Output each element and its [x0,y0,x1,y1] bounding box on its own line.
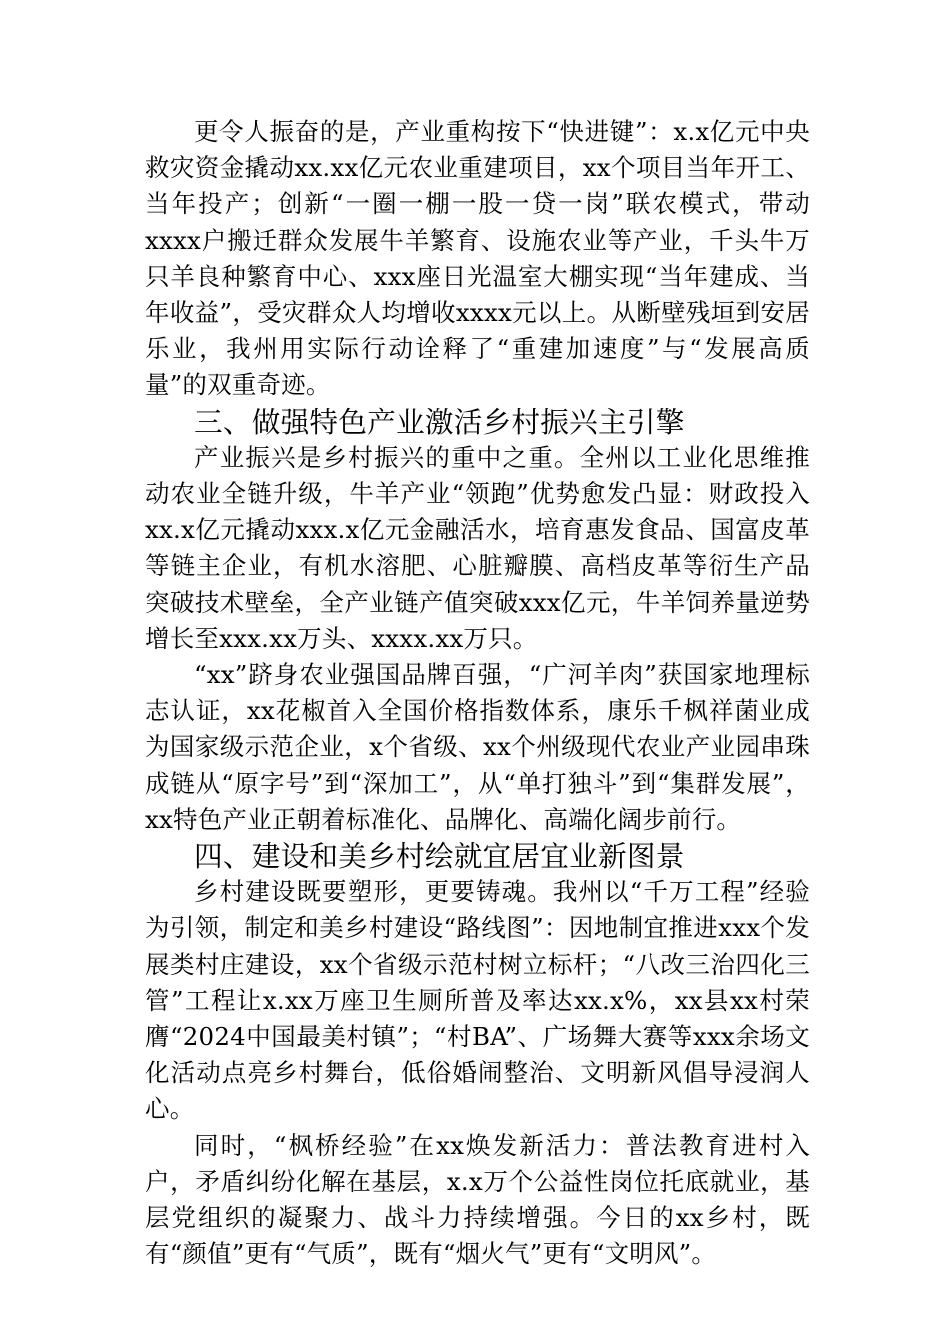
document-page [145,114,810,1273]
paragraph-industry-revitalization: 产业振兴是乡村振兴的重中之重。全州以工业化思维推动农业全链升级，牛羊产业“领跑”优势愈发凸显：财政投入xx.x亿元撬动xxx.x亿元金融活水，培育惠发食品、国富皮革等链主企业，有机水溶肥、心脏瓣膜、高档皮革等衍生产品突破技术壁垒，全产业链产值突破xxx亿元，牛羊饲养量逆势增长至xxx.xx万头、xxxx.xx万只。 [145,442,810,653]
paragraph-brand-building: “xx”跻身农业强国品牌百强，“广河羊肉”获国家地理标志认证，xx花椒首入全国价格指数体系，康乐千枫祥菌业成为国家级示范企业，x个省级、xx个州级现代农业产业园串珠成链从“原字号”到“深加工”，从“单打独斗”到“集群发展”，xx特色产业正朝着标准化、品牌化、高端化阔步前行。 [145,660,810,834]
section-heading-4: 四、建设和美乡村绘就宜居宜业新图景 [194,839,685,874]
paragraph-industrial-restructuring: 更令人振奋的是，产业重构按下“快进键”：x.x亿元中央救灾资金撬动xx.xx亿元农业重建项目，xx个项目当年开工、当年投产；创新“一圈一棚一股一贷一岗”联农模式，带动xxxx户搬迁群众发展牛羊繁育、设施农业等产业，千头牛万只羊良种繁育中心、xxx座日光温室大棚实现“当年建成、当年收益”，受灾群众人均增收xxxx元以上。从断壁残垣到安居乐业，我州用实际行动诠释了“重建加速度”与“发展高质量”的双重奇迹。 [145,117,810,400]
paragraph-village-construction: 乡村建设既要塑形，更要铸魂。我州以“千万工程”经验为引领，制定和美乡村建设“路线图”：因地制宜推进xxx个发展类村庄建设，xx个省级示范村树立标杆；“八改三治四化三管”工程让x.xx万座卫生厕所普及率达xx.x%，xx县xx村荣膺“2024中国最美村镇”；“村BA”、广场舞大赛等xxx余场文化活动点亮乡村舞台，低俗婚闹整治、文明新风倡导浸润人心。 [145,877,810,1124]
section-heading-3: 三、做强特色产业激活乡村振兴主引擎 [194,404,685,439]
paragraph-fengqiao-experience: 同时，“枫桥经验”在xx焕发新活力：普法教育进村入户，矛盾纠纷化解在基层，x.x万个公益性岗位托底就业，基层党组织的凝聚力、战斗力持续增强。今日的xx乡村，既有“颜值”更有“气质”，既有“烟火气”更有“文明风”。 [145,1130,810,1269]
